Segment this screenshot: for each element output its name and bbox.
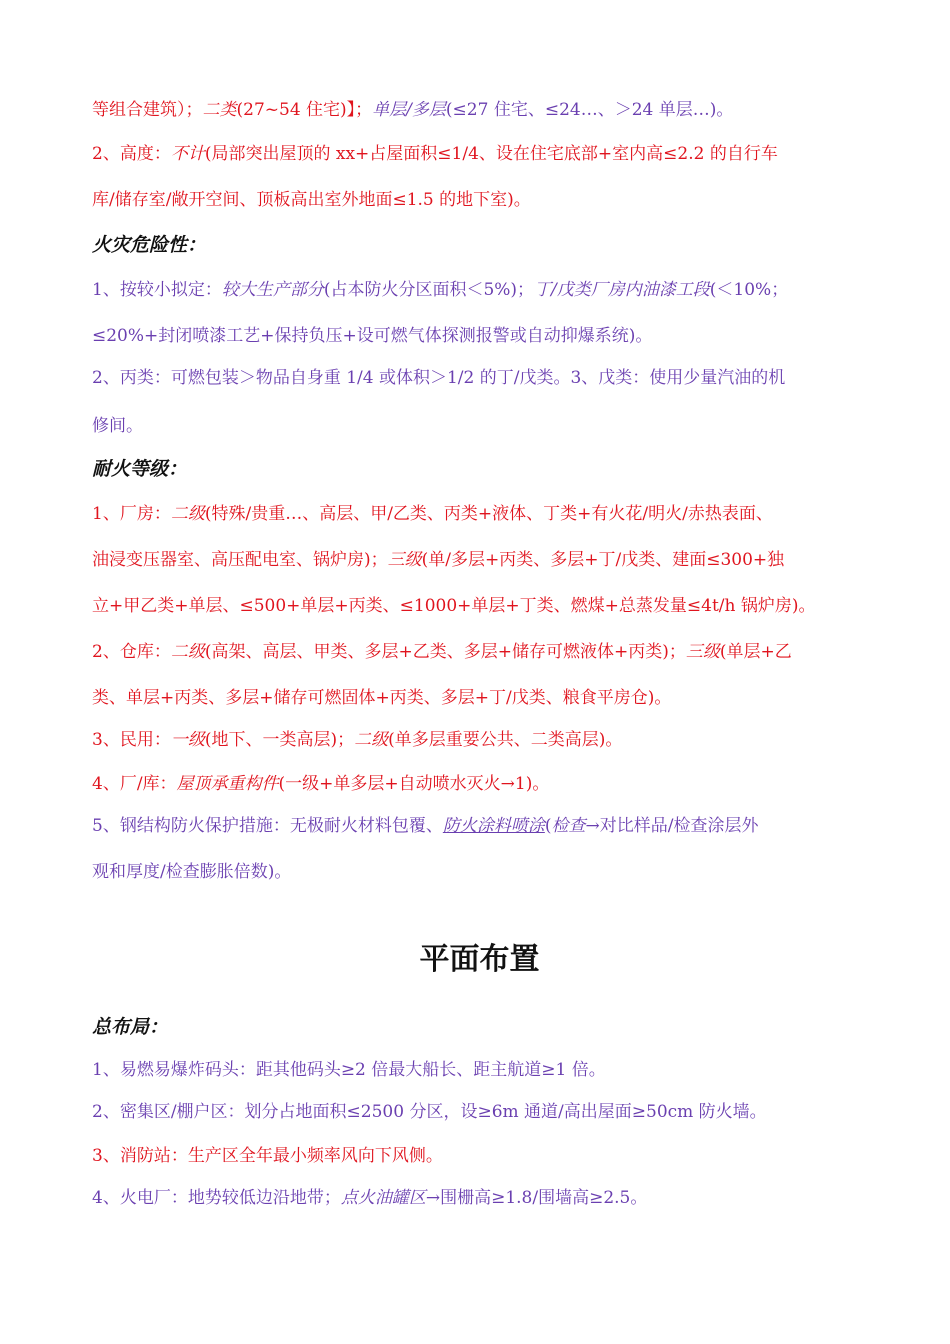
text-segment: 库/储存室/敞开空间、顶板高出室外地面≤1.5 的地下室)。 [92,190,531,210]
text-segment: 4、火电厂：地势较低边沿地带； [92,1188,341,1208]
fire-rating-line-2 [92,548,784,572]
height-line-2 [92,188,531,212]
fire-rating-line-9 [92,860,291,884]
text-segment: (高架、高层、甲类、多层+乙类、多层+储存可燃液体+丙类)； [204,642,686,662]
fire-rating-line-6 [92,728,622,752]
height-line-1 [92,142,778,166]
text-segment: 3、消防站：生产区全年最小频率风向下风侧。 [92,1146,443,1166]
text-segment: ≤20%+封闭喷漆工艺+保持负压+设可燃气体探测报警或自动抑爆系统)。 [92,326,653,346]
text-segment: 观和厚度/检查膨胀倍数)。 [92,862,292,882]
text-segment: (特殊/贵重…、高层、甲/乙类、丙类+液体、丁类+有火花/明火/赤热表面、 [204,504,773,524]
fire-risk-line-1 [92,278,788,302]
text-segment: 油浸变压器室、高压配电室、锅炉房)； [92,550,388,570]
text-emphasis: 防火涂料喷涂 [442,816,545,836]
text-segment: (单/多层+丙类、多层+丁/戊类、建面≤300+独 [421,550,785,570]
text-emphasis: 二级 [354,730,389,750]
text-segment: 1、按较小拟定： [92,280,222,300]
building-class-line [92,98,733,122]
text-segment: 修间。 [92,416,143,436]
text-segment: 1、易燃易爆炸码头：距其他码头≥2 倍最大船长、距主航道≥1 倍。 [92,1060,606,1080]
text-emphasis: 丁/戊类厂房内油漆工段 [534,280,710,300]
fire-rating-line-7 [92,772,549,796]
text-segment: 5、钢结构防火保护措施：无极耐火材料包覆、 [92,816,443,836]
text-emphasis: 不计 [170,144,205,164]
text-segment: (局部突出屋顶的 xx+占屋面积≤1/4、设在住宅底部+室内高≤2.2 的自行车 [204,144,778,164]
fire-risk-line-4 [92,414,143,438]
text-segment: (27~54 住宅)】； [236,100,373,120]
fire-rating-line-8 [92,814,758,838]
text-segment: 2、密集区/棚户区：划分占地面积≤2500 分区，设≥6m 通道/高出屋面≥50cm 防火墙。 [92,1102,767,1122]
text-segment: (单多层重要公共、二类高层)。 [388,730,623,750]
fire-rating-line-4 [92,640,792,664]
text-segment: (地下、一类高层)； [204,730,355,750]
text-segment: 4、厂/库： [92,774,177,794]
layout-line-3 [92,1144,443,1168]
text-segment: →对比样品/检查涂层外 [585,816,759,836]
layout-line-2 [92,1100,767,1124]
text-segment: (一级+单多层+自动喷水灭火→1)。 [278,774,550,794]
text-segment: (单层+乙 [719,642,792,662]
fire-rating-heading: 耐火等级： [92,458,188,480]
text-segment: 1、厂房： [92,504,171,524]
section-title: 平面布置 [419,942,540,977]
fire-risk-line-3 [92,366,785,390]
fire-risk-heading: 火灾危险性： [92,234,207,256]
text-emphasis: 三级 [387,550,422,570]
text-emphasis: 检查 [551,816,586,836]
text-emphasis: 三级 [685,642,720,662]
text-segment: (占本防火分区面积＜5%)； [323,280,535,300]
layout-line-1 [92,1058,606,1082]
text-segment: (＜10%； [709,280,789,300]
text-emphasis: 单层/多层 [372,100,446,120]
text-emphasis: 二级 [170,642,205,662]
text-segment: (≤27 住宅、≤24…、＞24 单层…)。 [445,100,734,120]
text-segment: →围栅高≥1.8/围墙高≥2.5。 [425,1188,648,1208]
text-segment: 类、单层+丙类、多层+储存可燃固体+丙类、多层+丁/戊类、粮食平房仓)。 [92,688,672,708]
fire-rating-line-3 [92,594,816,618]
text-segment: 3、民用： [92,730,171,750]
text-segment: 等组合建筑）； [92,100,203,120]
fire-rating-line-5 [92,686,671,710]
text-emphasis: 一级 [170,730,205,750]
text-emphasis: 点火油罐区 [340,1188,426,1208]
text-emphasis: 屋顶承重构件 [176,774,279,794]
text-segment: 2、仓库： [92,642,171,662]
layout-line-4 [92,1186,647,1210]
fire-rating-line-1 [92,502,773,526]
text-emphasis: 二级 [170,504,205,524]
text-emphasis: 较大生产部分 [221,280,324,300]
fire-risk-line-2 [92,324,652,348]
text-segment: 2、丙类：可燃包装＞物品自身重 1/4 或体积＞1/2 的丁/戊类。3、戊类：使用少量汽油的机 [92,368,786,388]
layout-heading: 总布局： [92,1016,169,1038]
text-emphasis: 二类 [202,100,237,120]
text-segment: ( [544,816,552,836]
text-segment: 立+甲乙类+单层、≤500+单层+丙类、≤1000+单层+丁类、燃煤+总蒸发量≤4t/h 锅炉房)。 [92,596,816,616]
text-segment: 2、高度： [92,144,171,164]
